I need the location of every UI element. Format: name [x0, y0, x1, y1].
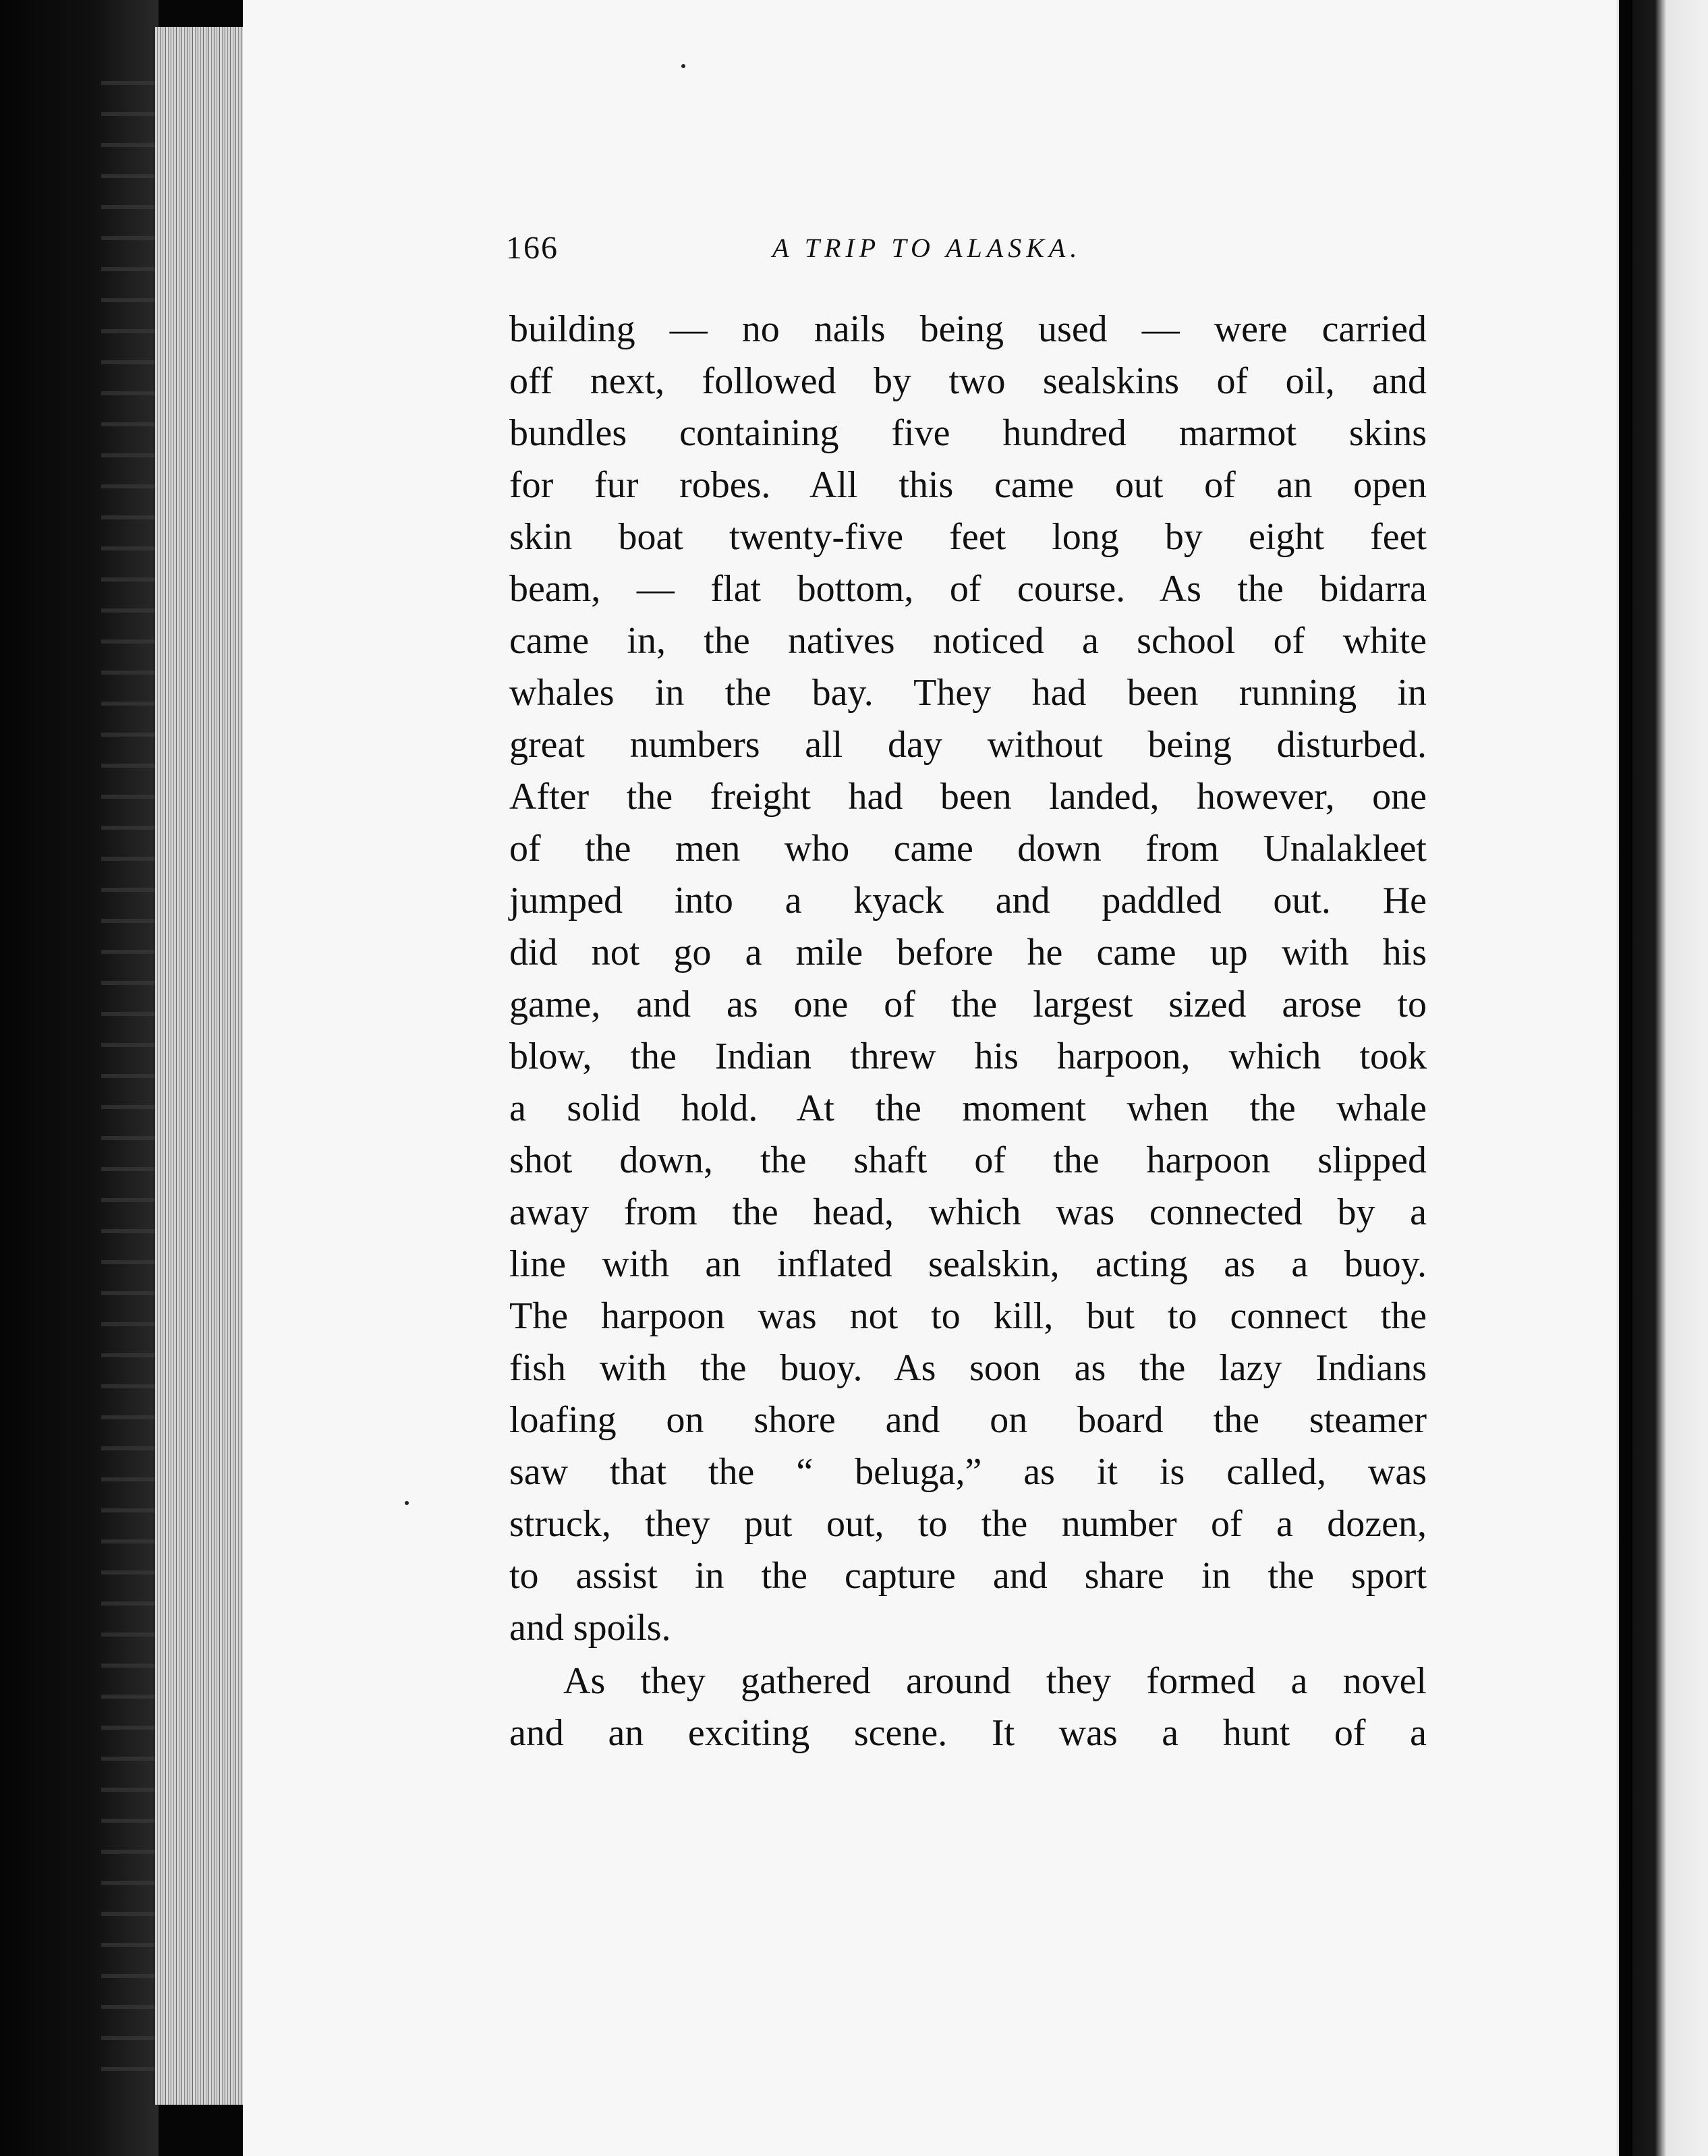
page-fore-edges	[155, 27, 243, 2105]
page-number: 166	[506, 230, 559, 266]
scan-speck	[405, 1501, 409, 1505]
text-line: for fur robes. All this came out of an open	[509, 464, 1427, 506]
scan-speck	[681, 64, 685, 68]
text-line: and an exciting scene. It was a hunt of a	[509, 1712, 1427, 1754]
text-line: game, and as one of the largest sized arose to	[509, 984, 1427, 1025]
text-line: skin boat twenty-five feet long by eight feet	[509, 516, 1427, 558]
paragraph	[509, 1655, 1427, 1759]
text-line: did not go a mile before he came up with his	[509, 932, 1427, 973]
text-line: blow, the Indian threw his harpoon, which took	[509, 1036, 1427, 1077]
text-line: line with an inflated sealskin, acting as a buoy.	[509, 1243, 1427, 1285]
spine-texture	[101, 54, 155, 2078]
text-line: bundles containing five hundred marmot skins	[509, 412, 1427, 454]
text-line: shot down, the shaft of the harpoon slipped	[509, 1139, 1427, 1181]
text-line: loafing on shore and on board the steamer	[509, 1399, 1427, 1441]
text-line: struck, they put out, to the number of a dozen,	[509, 1503, 1427, 1545]
running-head: A TRIP TO ALASKA.	[772, 233, 1082, 263]
text-line: whales in the bay. They had been running in	[509, 672, 1427, 714]
text-line: jumped into a kyack and paddled out. He	[509, 880, 1427, 921]
text-line: After the freight had been landed, however, one	[509, 776, 1427, 818]
text-line: came in, the natives noticed a school of white	[509, 620, 1427, 662]
text-line: to assist in the capture and share in the sport	[509, 1555, 1427, 1597]
text-line: saw that the “ beluga,” as it is called, was	[509, 1451, 1427, 1493]
text-line: building — no nails being used — were carried	[509, 308, 1427, 350]
text-line: The harpoon was not to kill, but to connect the	[509, 1295, 1427, 1337]
text-line: away from the head, which was connected by a	[509, 1191, 1427, 1233]
facing-page-edge	[1632, 0, 1708, 2156]
paragraph	[509, 304, 1427, 1654]
text-line: beam, — flat bottom, of course. As the bidarra	[509, 568, 1427, 610]
text-line: As they gathered around they formed a novel	[563, 1660, 1427, 1702]
text-line: off next, followed by two sealskins of oil, and	[509, 360, 1427, 402]
page-header	[506, 229, 1430, 270]
text-line: and spoils.	[509, 1607, 671, 1649]
text-line: of the men who came down from Unalakleet	[509, 828, 1427, 870]
text-line: fish with the buoy. As soon as the lazy Indians	[509, 1347, 1427, 1389]
text-line: great numbers all day without being disturbed.	[509, 724, 1427, 766]
body-text	[509, 304, 1427, 1759]
text-line: a solid hold. At the moment when the whale	[509, 1087, 1427, 1129]
